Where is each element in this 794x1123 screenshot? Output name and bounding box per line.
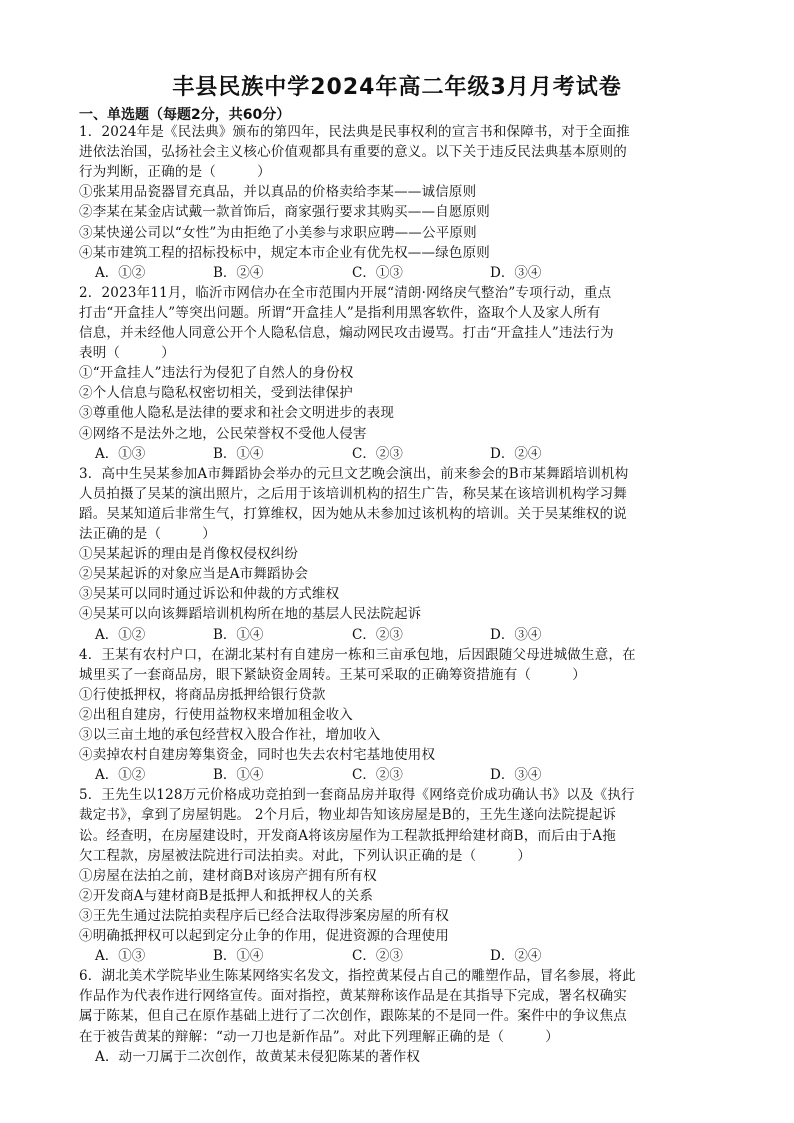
- question-1-options: [95, 263, 715, 283]
- option-d: D．③④: [490, 626, 542, 643]
- option-a: A．①②: [95, 264, 146, 281]
- question-2-statement: ②个人信息与隐私权密切相关，受到法律保护: [79, 385, 353, 402]
- question-6-statement: A．动一刀属于二次创作，故黄某未侵犯陈某的著作权: [95, 1048, 421, 1065]
- question-5-statement: ②开发商A与建材商B是抵押人和抵押权人的关系: [79, 887, 374, 904]
- question-6-stem-line: 在于被告黄某的辩解：“动一刀也是新作品”。对此下列理解正确的是（ ）: [79, 1028, 560, 1045]
- question-1-statement: ③某快递公司以“女性”为由拒绝了小美参与求职应聘——公平原则: [79, 224, 477, 241]
- option-c: C．①③: [352, 264, 403, 281]
- question-1-stem-line: 行为判断，正确的是（ ）: [79, 164, 271, 181]
- question-6-stem-line: 6．湖北美术学院毕业生陈某网络实名发文，指控黄某侵占自己的雕塑作品，冒名参展，将此: [79, 968, 636, 985]
- question-4-statement: ③以三亩土地的承包经营权入股合作社，增加收入: [79, 727, 381, 743]
- question-5-options: [95, 946, 715, 966]
- option-c: C．②③: [352, 767, 403, 784]
- question-5-statement: ④明确抵押权可以起到定分止争的作用，促进资源的合理使用: [79, 928, 449, 944]
- question-3-statement: ②吴某起诉的对象应当是A市舞蹈协会: [79, 566, 309, 583]
- question-5-stem-line: 裁定书》，拿到了房屋钥匙。 2个月后，物业却告知该房屋是B的，王先生遂向法院提起诉: [79, 807, 617, 824]
- option-a: A．①③: [95, 445, 146, 462]
- option-b: B．①④: [213, 767, 264, 784]
- question-6-stem-line: 作品作为代表作进行网络宣传。面对指控，黄某辩称该作品是在其指导下完成，署名权确实: [79, 988, 627, 1005]
- question-2-stem-line: 表明（ ）: [79, 345, 175, 362]
- question-5-stem-line: 5．王先生以128万元价格成功竞拍到一套商品房并取得《网络竞价成功确认书》以及《执行: [79, 787, 635, 804]
- question-3-stem-line: 3．高中生吴某参加A市舞蹈协会举办的元旦文艺晚会演出，前来参会的B市某舞蹈培训机构: [79, 465, 629, 482]
- option-a: A．①③: [95, 948, 146, 965]
- question-4-statement: ②出租自建房，行使用益物权来增加租金收入: [79, 706, 353, 723]
- question-2-stem-line: 打击“开盒挂人”等突出问题。所谓“开盒挂人”是指利用黑客软件，盗取个人及家人所有: [79, 304, 601, 321]
- question-1-stem-line: 1．2024年是《民法典》颁布的第四年，民法典是民事权利的宣言书和保障书，对于全面推: [79, 124, 630, 140]
- question-2-statement: ③尊重他人隐私是法律的要求和社会文明进步的表现: [79, 405, 395, 422]
- question-4-statement: ④卖掉农村自建房筹集资金，同时也失去农村宅基地使用权: [79, 747, 436, 764]
- question-6-stem-line: 属于陈某，但自己在原作基础上进行了二次创作，跟陈某的不是同一件。案件中的争议焦点: [79, 1008, 627, 1025]
- question-4-statement: ①行使抵押权，将商品房抵押给银行贷款: [79, 686, 326, 703]
- option-d: D．②④: [490, 445, 542, 462]
- question-3-statement: ④吴某可以向该舞蹈培训机构所在地的基层人民法院起诉: [79, 606, 422, 623]
- option-c: C．②③: [352, 948, 403, 965]
- question-2-statement: ①“开盒挂人”违法行为侵犯了自然人的身份权: [79, 365, 354, 382]
- option-b: B．①④: [213, 948, 264, 965]
- question-3-stem-line: 法正确的是（ ）: [79, 526, 216, 542]
- question-1-stem-line: 进依法治国，弘扬社会主义核心价值观都具有重要的意义。以下关于违反民法典基本原则的: [79, 144, 627, 161]
- question-3-stem-line: 蹈。吴某知道后非常生气，打算维权，因为她从未参加过该机构的培训。关于吴某维权的说: [79, 505, 627, 522]
- option-b: B．①④: [213, 445, 264, 462]
- section-heading: 一、单选题（每题2分，共60分）: [79, 107, 291, 123]
- option-a: A．①②: [95, 626, 146, 643]
- question-5-stem-line: 欠工程款，房屋被法院进行司法拍卖。对此，下列认识正确的是（ ）: [79, 847, 532, 864]
- option-b: B．①④: [213, 626, 264, 643]
- question-2-statement: ④网络不是法外之地，公民荣誉权不受他人侵害: [79, 425, 367, 442]
- question-1-statement: ①张某用品瓷器冒充真品，并以真品的价格卖给李某——诚信原则: [79, 184, 477, 201]
- question-4-stem-line: 城里买了一套商品房，眼下紧缺资金周转。王某可采取的正确筹资措施有（ ）: [79, 666, 586, 683]
- question-4-options: [95, 765, 715, 785]
- question-5-statement: ①房屋在法拍之前，建材商B对该房产拥有所有权: [79, 867, 377, 884]
- question-2-options: [95, 444, 715, 464]
- option-d: D．②④: [490, 948, 542, 965]
- question-2-stem-line: 2．2023年11月，临沂市网信办在全市范围内开展“清朗·网络戾气整治”专项行动，重点: [79, 284, 612, 301]
- option-c: C．②③: [352, 626, 403, 643]
- question-1-statement: ④某市建筑工程的招标投标中，规定本市企业有优先权——绿色原则: [79, 244, 490, 261]
- question-3-statement: ③吴某可以同时通过诉讼和仲裁的方式维权: [79, 586, 340, 603]
- option-c: C．②③: [352, 445, 403, 462]
- option-d: D．③④: [490, 767, 542, 784]
- exam-title: 丰县民族中学2024年高二年级3月月考试卷: [172, 75, 622, 100]
- question-2-stem-line: 信息，并未经他人同意公开个人隐私信息，煽动网民攻击谩骂。打击“开盒挂人”违法行为: [79, 325, 614, 341]
- question-3-stem-line: 人员拍摄了吴某的演出照片，之后用于该培训机构的招生广告，称吴某在该培训机构学习舞: [79, 485, 627, 502]
- option-b: B．②④: [213, 264, 264, 281]
- question-3-statement: ①吴某起诉的理由是肖像权侵权纠纷: [79, 546, 299, 563]
- question-5-stem-line: 讼。经查明，在房屋建设时，开发商A将该房屋作为工程款抵押给建材商B，而后由于A拖: [79, 827, 616, 844]
- option-d: D．③④: [490, 264, 542, 281]
- question-3-options: [95, 625, 715, 645]
- question-5-statement: ③王先生通过法院拍卖程序后已经合法取得涉案房屋的所有权: [79, 907, 449, 924]
- question-4-stem-line: 4．王某有农村户口，在湖北某村有自建房一栋和三亩承包地，后因跟随父母进城做生意，在: [79, 646, 636, 663]
- option-a: A．①②: [95, 767, 146, 784]
- question-1-statement: ②李某在某金店试戴一款首饰后，商家强行要求其购买——自愿原则: [79, 204, 490, 221]
